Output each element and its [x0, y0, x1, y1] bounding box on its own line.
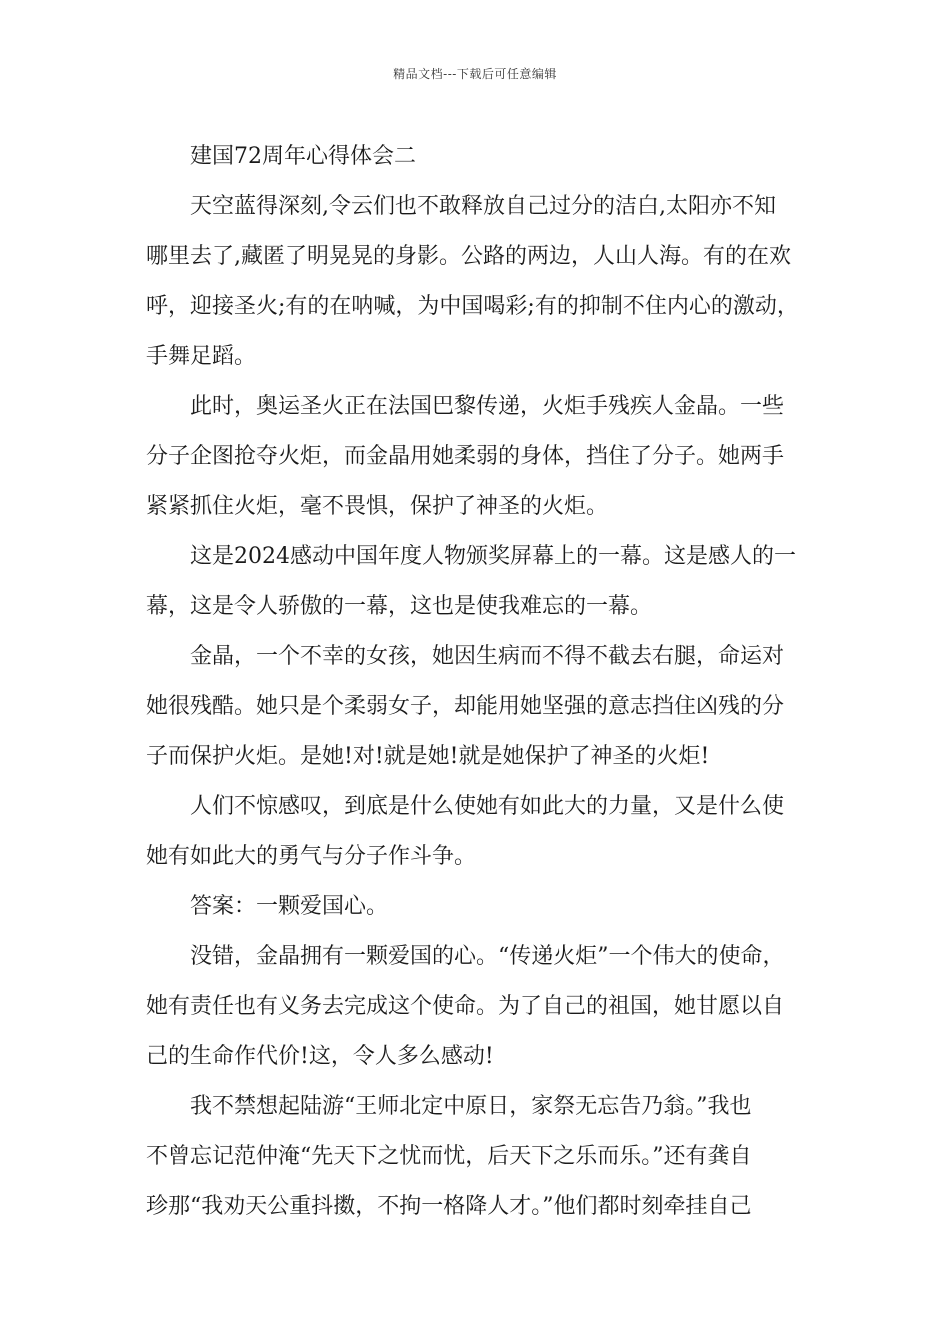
- text-line: 分子企图抢夺火炬，而金晶用她柔弱的身体，挡住了分子。她两手: [146, 444, 785, 469]
- text-line: 天空蓝得深刻,令云们也不敢释放自己过分的洁白,太阳亦不知: [190, 194, 776, 219]
- text-line: 手舞足蹈。: [146, 344, 257, 369]
- text-line: 珍那“我劝天公重抖擞，不拘一格降人才。”他们都时刻牵挂自己: [146, 1194, 752, 1219]
- text-line: 此时，奥运圣火正在法国巴黎传递，火炬手残疾人金晶。一些: [190, 394, 785, 419]
- text-line: 她很残酷。她只是个柔弱女子，却能用她坚强的意志挡住凶残的分: [146, 694, 785, 719]
- text-line: 不曾忘记范仲淹“先天下之忧而忧，后天下之乐而乐。”还有龚自: [146, 1144, 752, 1169]
- text-line: 子而保护火炬。是她!对!就是她!就是她保护了神圣的火炬!: [146, 744, 710, 769]
- text-line: 人们不惊感叹，到底是什么使她有如此大的力量，又是什么使: [190, 794, 785, 819]
- text-line: 这是2024感动中国年度人物颁奖屏幕上的一幕。这是感人的一: [190, 544, 796, 569]
- text-line: 没错，金晶拥有一颗爱国的心。“传递火炬”一个伟大的使命，: [190, 944, 785, 969]
- text-line: 紧紧抓住火炬，毫不畏惧，保护了神圣的火炬。: [146, 494, 609, 519]
- text-line: 哪里去了,藏匿了明晃晃的身影。公路的两边，人山人海。有的在欢: [146, 244, 791, 269]
- page-header: 精品文档---下载后可任意编辑: [393, 67, 557, 81]
- document-body: [146, 132, 806, 1232]
- text-line: 己的生命作代价!这，令人多么感动!: [146, 1044, 494, 1069]
- text-line: 我不禁想起陆游“王师北定中原日，家祭无忘告乃翁。”我也: [190, 1094, 752, 1119]
- text-line: 她有如此大的勇气与分子作斗争。: [146, 844, 477, 869]
- document-title: 建国72周年心得体会二: [190, 144, 416, 169]
- text-line: 幕，这是令人骄傲的一幕，这也是使我难忘的一幕。: [146, 594, 653, 619]
- text-line: 她有责任也有义务去完成这个使命。为了自己的祖国，她甘愿以自: [146, 994, 785, 1019]
- text-line: 答案：一颗爱国心。: [190, 894, 389, 919]
- text-line: 呼，迎接圣火;有的在呐喊，为中国喝彩;有的抑制不住内心的激动，: [146, 294, 799, 319]
- text-line: 金晶，一个不幸的女孩，她因生病而不得不截去右腿，命运对: [190, 644, 785, 669]
